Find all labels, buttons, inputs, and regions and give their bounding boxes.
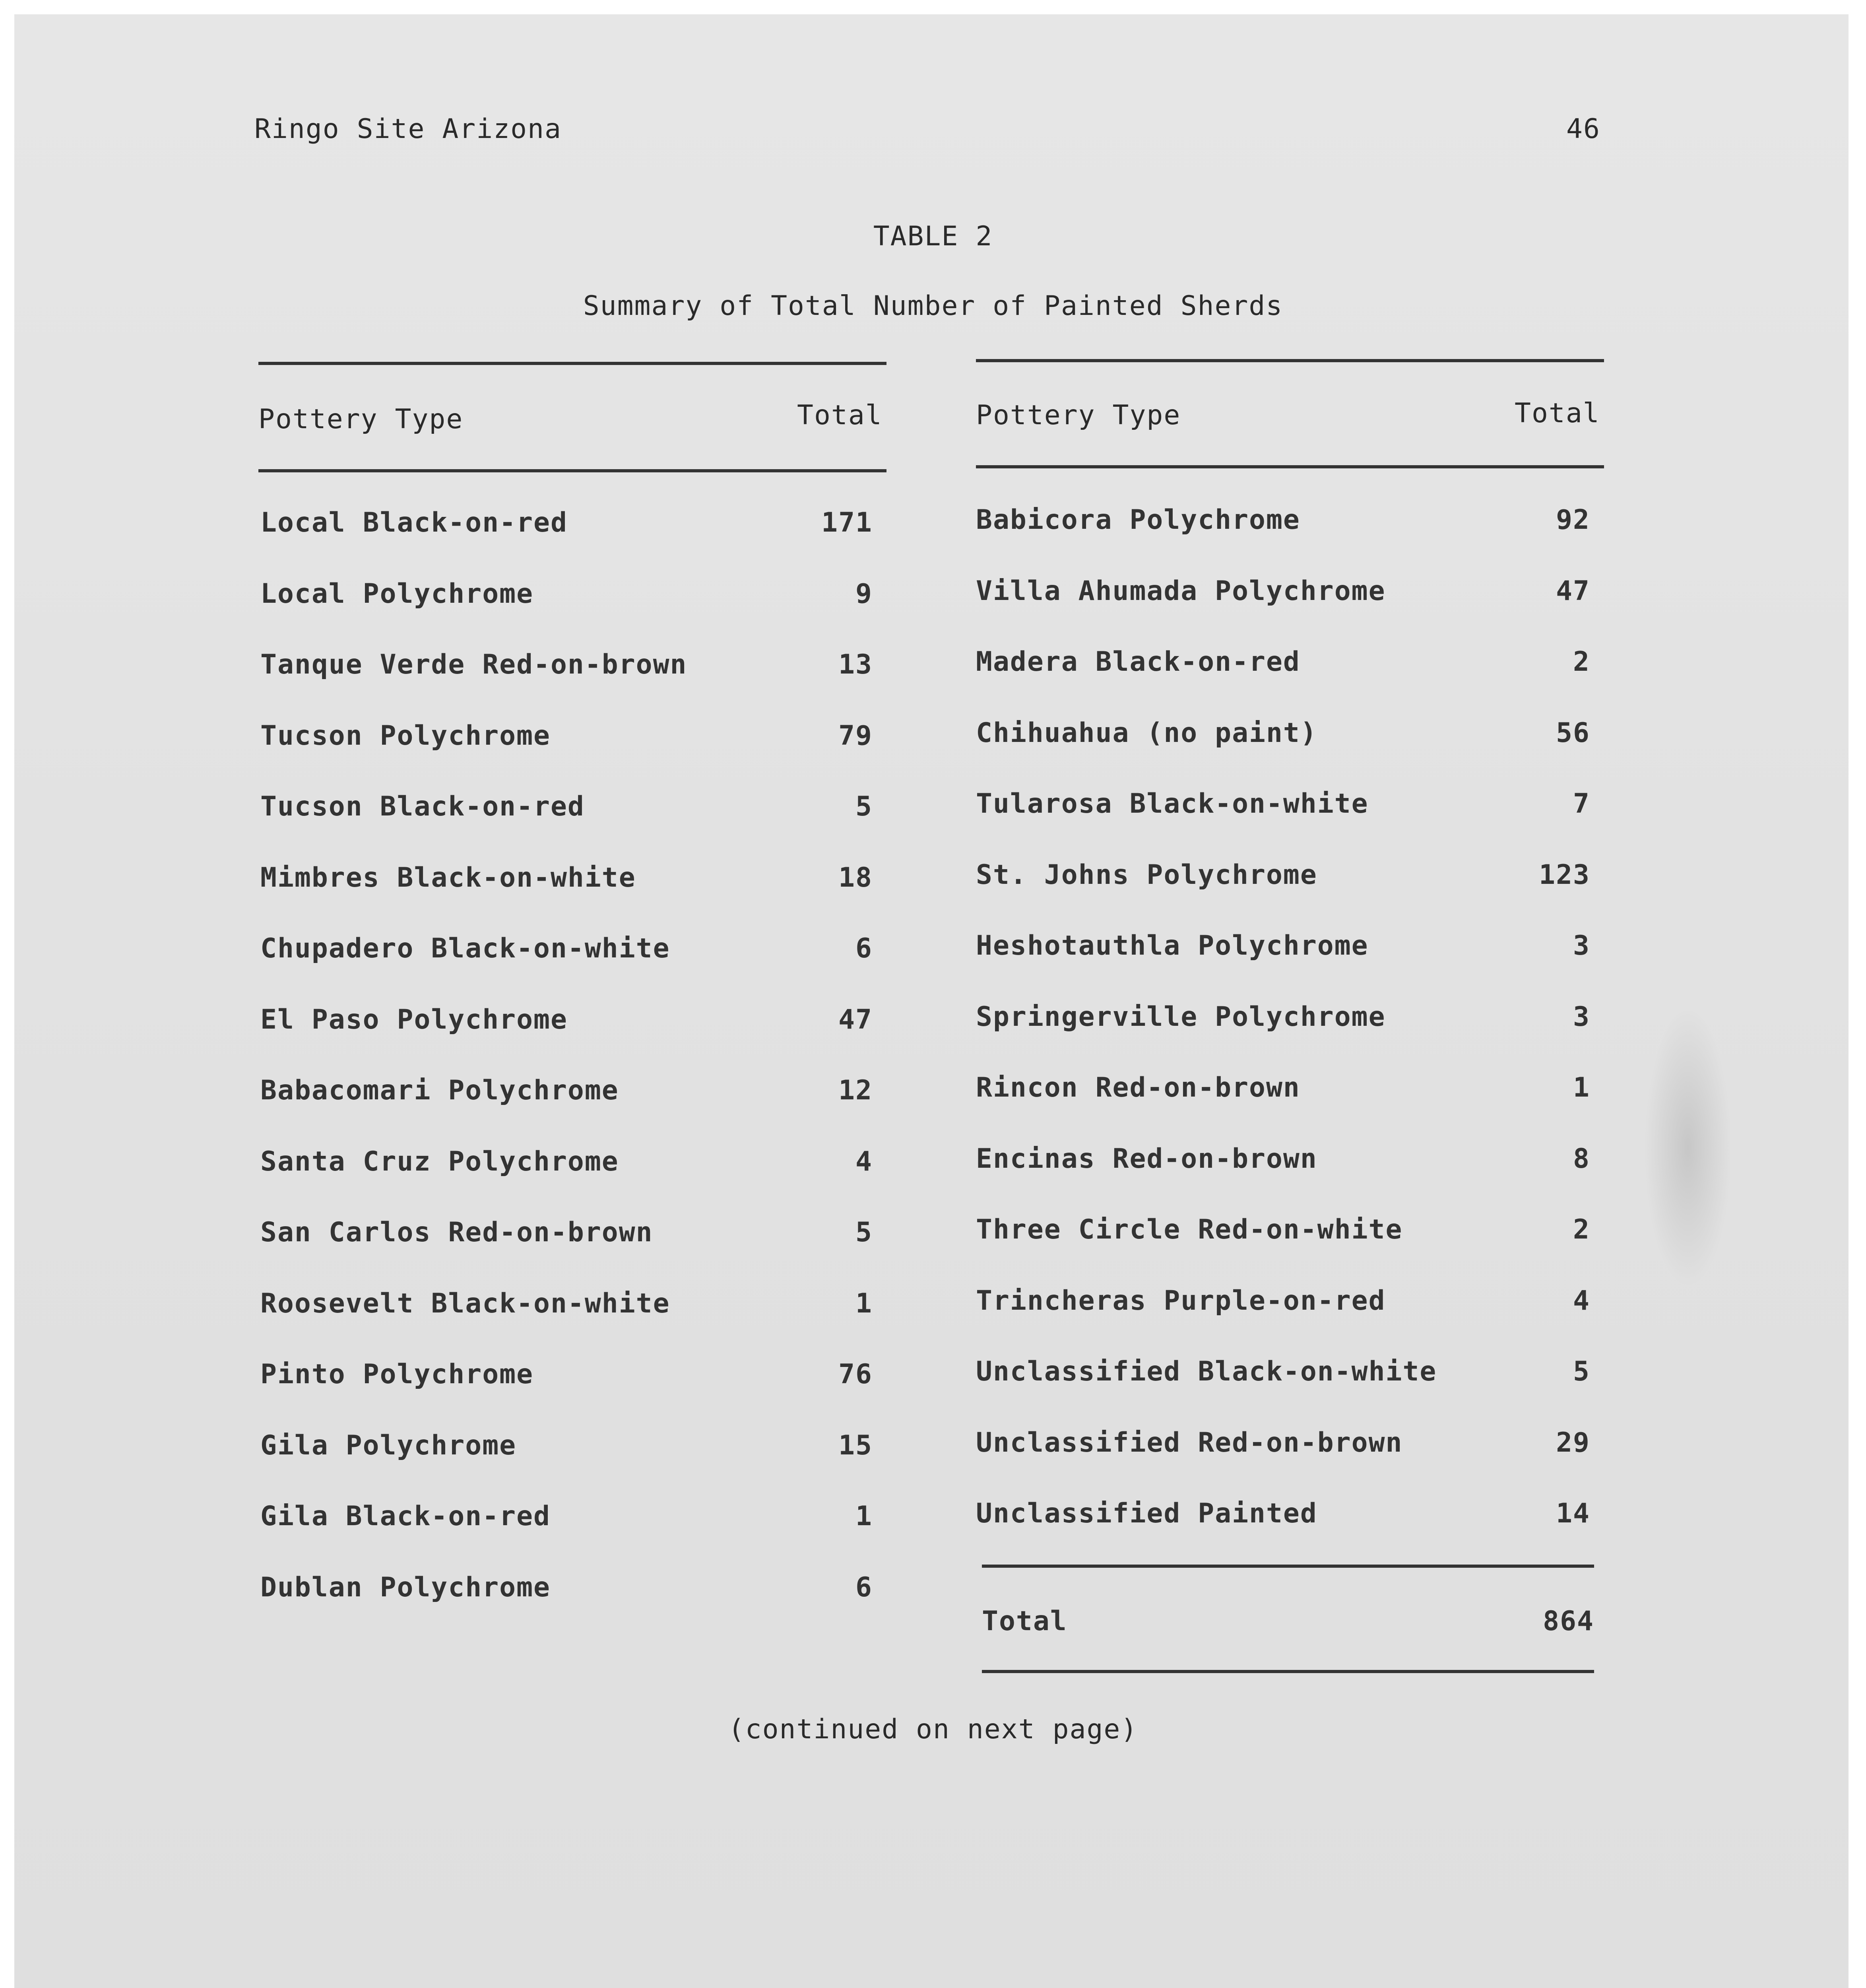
pottery-type: Local Polychrome (260, 578, 534, 610)
pottery-type: Chihuahua (no paint) (976, 717, 1317, 749)
pottery-type: St. Johns Polychrome (976, 859, 1317, 891)
total-bottom-rule (982, 1670, 1594, 1673)
sherd-total: 2 (1573, 1214, 1590, 1245)
pottery-type: Tucson Black-on-red (260, 791, 585, 822)
sherd-total: 1 (855, 1287, 873, 1319)
left-col-total-header: Total (797, 400, 883, 431)
continuation-note: (continued on next page) (728, 1714, 1138, 1745)
pottery-type: Rincon Red-on-brown (976, 1072, 1300, 1103)
pottery-type: Madera Black-on-red (976, 646, 1300, 678)
sherd-total: 18 (838, 862, 873, 893)
pottery-type: Unclassified Black-on-white (976, 1356, 1437, 1387)
sherd-total: 79 (838, 720, 873, 751)
sherd-total: 4 (1573, 1285, 1590, 1316)
pottery-type: Babacomari Polychrome (260, 1075, 619, 1106)
pottery-type: Local Black-on-red (260, 507, 568, 538)
right-header-rule (976, 465, 1604, 468)
sherd-total: 5 (1573, 1356, 1590, 1387)
table-title: Summary of Total Number of Painted Sherds (583, 290, 1283, 322)
pottery-type: Dublan Polychrome (260, 1571, 551, 1603)
sherd-total: 4 (855, 1145, 873, 1177)
sherd-total: 47 (1556, 575, 1590, 607)
pottery-type: Santa Cruz Polychrome (260, 1145, 619, 1177)
pottery-type: Unclassified Painted (976, 1498, 1317, 1529)
sherd-total: 9 (855, 578, 873, 610)
table-label: TABLE 2 (873, 221, 993, 252)
pottery-type: Tanque Verde Red-on-brown (260, 649, 687, 680)
pottery-type: Encinas Red-on-brown (976, 1143, 1317, 1175)
sherd-total: 29 (1556, 1427, 1590, 1458)
pottery-type: Pinto Polychrome (260, 1359, 534, 1390)
pottery-type: Three Circle Red-on-white (976, 1214, 1403, 1245)
sherd-total: 123 (1539, 859, 1590, 891)
right-top-rule (976, 359, 1604, 362)
left-top-rule (258, 362, 886, 365)
sherd-total: 5 (855, 791, 873, 822)
left-col-type-header: Pottery Type (258, 404, 464, 435)
sherd-total: 7 (1573, 788, 1590, 819)
pottery-type: Roosevelt Black-on-white (260, 1287, 670, 1319)
grand-total-label: Total (982, 1606, 1067, 1637)
sherd-total: 3 (1573, 1001, 1590, 1033)
pottery-type: Unclassified Red-on-brown (976, 1427, 1403, 1458)
pottery-type: San Carlos Red-on-brown (260, 1217, 653, 1248)
total-top-rule (982, 1565, 1594, 1568)
pottery-type: Villa Ahumada Polychrome (976, 575, 1386, 607)
sherd-total: 1 (1573, 1072, 1590, 1103)
left-header-rule (258, 469, 886, 472)
sherd-total: 76 (838, 1359, 873, 1390)
sherd-total: 12 (838, 1075, 873, 1106)
sherd-total: 13 (838, 649, 873, 680)
right-col-total-header: Total (1515, 398, 1600, 429)
sherd-total: 6 (855, 1571, 873, 1603)
sherd-total: 56 (1556, 717, 1590, 749)
page-number: 46 (1566, 113, 1600, 145)
sherd-total: 14 (1556, 1498, 1590, 1529)
pottery-type: Gila Black-on-red (260, 1501, 551, 1532)
sherd-total: 8 (1573, 1143, 1590, 1175)
sherd-total: 171 (821, 507, 873, 538)
pottery-type: Heshotauthla Polychrome (976, 930, 1369, 961)
pottery-type: Babicora Polychrome (976, 504, 1300, 536)
right-col-type-header: Pottery Type (976, 400, 1181, 431)
sherd-total: 92 (1556, 504, 1590, 536)
pottery-type: Springerville Polychrome (976, 1001, 1386, 1033)
pottery-type: Tucson Polychrome (260, 720, 551, 751)
sherd-total: 6 (855, 933, 873, 964)
scan-smudge (354, 1975, 788, 1988)
pottery-type: Mimbres Black-on-white (260, 862, 636, 893)
pottery-type: Trincheras Purple-on-red (976, 1285, 1386, 1316)
sherd-total: 47 (838, 1004, 873, 1035)
pottery-type: Tularosa Black-on-white (976, 788, 1369, 819)
running-header: Ringo Site Arizona (254, 113, 562, 145)
sherd-total: 5 (855, 1217, 873, 1248)
pottery-type: El Paso Polychrome (260, 1004, 568, 1035)
scan-smudge (1644, 1008, 1732, 1287)
pottery-type: Chupadero Black-on-white (260, 933, 670, 964)
sherd-total: 1 (855, 1501, 873, 1532)
grand-total-value: 864 (1543, 1606, 1594, 1637)
sherd-total: 15 (838, 1429, 873, 1461)
sherd-total: 3 (1573, 930, 1590, 961)
sherd-total: 2 (1573, 646, 1590, 678)
pottery-type: Gila Polychrome (260, 1429, 517, 1461)
